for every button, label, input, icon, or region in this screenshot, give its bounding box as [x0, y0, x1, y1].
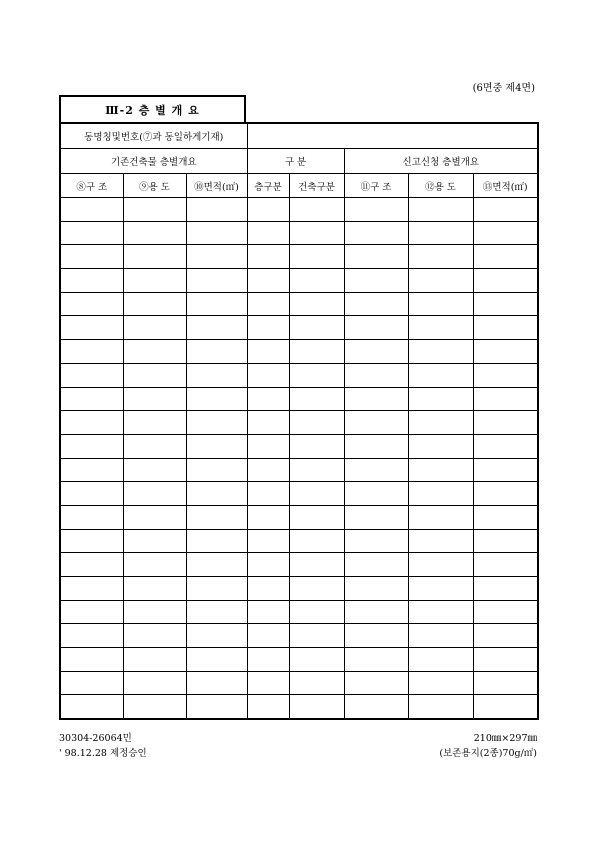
table-cell[interactable] — [344, 411, 408, 435]
table-row — [60, 600, 538, 624]
table-cell[interactable] — [123, 387, 186, 411]
table-cell[interactable] — [344, 363, 408, 387]
table-cell[interactable] — [289, 316, 344, 340]
table-cell[interactable] — [289, 553, 344, 577]
table-cell[interactable] — [473, 316, 538, 340]
table-cell[interactable] — [473, 269, 538, 293]
division-group-header: 구 분 — [247, 149, 344, 174]
table-cell[interactable] — [247, 434, 289, 458]
table-cell[interactable] — [247, 221, 289, 245]
table-cell[interactable] — [344, 434, 408, 458]
table-cell[interactable] — [473, 482, 538, 506]
table-cell[interactable] — [60, 648, 123, 672]
table-cell[interactable] — [289, 292, 344, 316]
table-cell[interactable] — [186, 624, 247, 648]
table-cell[interactable] — [344, 316, 408, 340]
table-cell[interactable] — [186, 482, 247, 506]
table-cell[interactable] — [186, 245, 247, 269]
table-cell[interactable] — [247, 671, 289, 695]
table-cell[interactable] — [289, 340, 344, 364]
table-cell[interactable] — [344, 245, 408, 269]
table-row — [60, 482, 538, 506]
table-cell[interactable] — [186, 648, 247, 672]
table-cell[interactable] — [473, 577, 538, 601]
table-cell[interactable] — [247, 600, 289, 624]
table-cell[interactable] — [186, 387, 247, 411]
table-cell[interactable] — [186, 340, 247, 364]
page-label: (6면중 제4면) — [472, 83, 535, 94]
table-cell[interactable] — [408, 340, 473, 364]
table-cell[interactable] — [60, 624, 123, 648]
table-cell[interactable] — [186, 695, 247, 719]
table-cell[interactable] — [289, 221, 344, 245]
table-cell[interactable] — [123, 245, 186, 269]
table-cell[interactable] — [344, 458, 408, 482]
table-cell[interactable] — [473, 363, 538, 387]
table-cell[interactable] — [473, 529, 538, 553]
table-cell[interactable] — [408, 363, 473, 387]
table-cell[interactable] — [123, 482, 186, 506]
table-cell[interactable] — [289, 671, 344, 695]
table-row — [60, 434, 538, 458]
column-header: ⑪구 조 — [344, 174, 408, 198]
table-cell[interactable] — [344, 340, 408, 364]
paper-size: 210㎜×297㎜ — [473, 733, 537, 744]
table-cell[interactable] — [123, 624, 186, 648]
table-row — [60, 340, 538, 364]
table-cell[interactable] — [186, 269, 247, 293]
table-cell[interactable] — [344, 671, 408, 695]
table-cell[interactable] — [247, 553, 289, 577]
table-cell[interactable] — [186, 600, 247, 624]
table-cell[interactable] — [123, 316, 186, 340]
table-cell[interactable] — [289, 387, 344, 411]
table-cell[interactable] — [473, 221, 538, 245]
table-row — [60, 316, 538, 340]
table-cell[interactable] — [123, 529, 186, 553]
table-cell[interactable] — [247, 648, 289, 672]
table-cell[interactable] — [408, 198, 473, 222]
table-cell[interactable] — [60, 340, 123, 364]
existing-building-group-header: 기존건축물 층별개요 — [60, 149, 247, 174]
table-cell[interactable] — [247, 624, 289, 648]
table-cell[interactable] — [60, 577, 123, 601]
table-cell[interactable] — [473, 648, 538, 672]
table-cell[interactable] — [408, 458, 473, 482]
table-cell[interactable] — [473, 387, 538, 411]
table-cell[interactable] — [473, 198, 538, 222]
table-cell[interactable] — [60, 434, 123, 458]
table-cell[interactable] — [408, 482, 473, 506]
table-cell[interactable] — [60, 221, 123, 245]
table-row — [60, 411, 538, 435]
table-row — [60, 292, 538, 316]
table-cell[interactable] — [60, 695, 123, 719]
table-cell[interactable] — [289, 695, 344, 719]
table-cell[interactable] — [186, 221, 247, 245]
table-cell[interactable] — [473, 245, 538, 269]
table-cell[interactable] — [247, 363, 289, 387]
table-cell[interactable] — [289, 269, 344, 293]
table-cell[interactable] — [289, 363, 344, 387]
column-header: ⑨용 도 — [123, 174, 186, 198]
table-cell[interactable] — [60, 505, 123, 529]
table-cell[interactable] — [289, 458, 344, 482]
table-row — [60, 577, 538, 601]
table-cell[interactable] — [408, 695, 473, 719]
table-cell[interactable] — [60, 600, 123, 624]
table-cell[interactable] — [473, 695, 538, 719]
floor-overview-table — [59, 122, 539, 720]
table-cell[interactable] — [123, 434, 186, 458]
table-cell[interactable] — [344, 387, 408, 411]
table-cell[interactable] — [408, 245, 473, 269]
table-cell[interactable] — [123, 553, 186, 577]
table-cell[interactable] — [123, 458, 186, 482]
table-row — [60, 269, 538, 293]
table-cell[interactable] — [408, 529, 473, 553]
table-cell[interactable] — [344, 624, 408, 648]
table-cell[interactable] — [408, 577, 473, 601]
paper-type: (보존용지(2종)70g/㎡) — [439, 748, 537, 759]
table-cell[interactable] — [344, 695, 408, 719]
table-cell[interactable] — [344, 505, 408, 529]
table-cell[interactable] — [123, 695, 186, 719]
table-cell[interactable] — [60, 363, 123, 387]
table-cell[interactable] — [408, 600, 473, 624]
table-row — [60, 458, 538, 482]
table-cell[interactable] — [60, 387, 123, 411]
table-cell[interactable] — [186, 198, 247, 222]
table-cell[interactable] — [247, 458, 289, 482]
table-cell[interactable] — [473, 340, 538, 364]
table-cell[interactable] — [186, 577, 247, 601]
table-row — [60, 648, 538, 672]
table-cell[interactable] — [289, 600, 344, 624]
table-cell[interactable] — [408, 387, 473, 411]
table-cell[interactable] — [186, 505, 247, 529]
column-header: 건축구분 — [289, 174, 344, 198]
footer-right — [439, 731, 537, 761]
table-cell[interactable] — [60, 292, 123, 316]
table-cell[interactable] — [473, 292, 538, 316]
table-cell[interactable] — [408, 648, 473, 672]
table-cell[interactable] — [186, 411, 247, 435]
table-cell[interactable] — [289, 245, 344, 269]
table-cell[interactable] — [247, 577, 289, 601]
table-row — [60, 695, 538, 719]
table-cell[interactable] — [60, 198, 123, 222]
table-row — [60, 387, 538, 411]
table-cell[interactable] — [123, 411, 186, 435]
table-cell[interactable] — [186, 458, 247, 482]
table-cell[interactable] — [60, 316, 123, 340]
table-cell[interactable] — [247, 529, 289, 553]
table-cell[interactable] — [60, 245, 123, 269]
table-cell[interactable] — [60, 458, 123, 482]
table-cell[interactable] — [247, 411, 289, 435]
table-cell[interactable] — [123, 198, 186, 222]
table-cell[interactable] — [123, 292, 186, 316]
table-cell[interactable] — [344, 553, 408, 577]
table-cell[interactable] — [344, 529, 408, 553]
footer-left — [59, 731, 147, 761]
table-cell[interactable] — [344, 648, 408, 672]
table-cell[interactable] — [60, 482, 123, 506]
table-cell[interactable] — [186, 363, 247, 387]
table-cell[interactable] — [186, 671, 247, 695]
table-cell[interactable] — [408, 624, 473, 648]
table-cell[interactable] — [186, 553, 247, 577]
table-row — [60, 624, 538, 648]
table-cell[interactable] — [289, 648, 344, 672]
table-row — [60, 198, 538, 222]
table-cell[interactable] — [473, 411, 538, 435]
table-cell[interactable] — [473, 600, 538, 624]
table-cell[interactable] — [247, 340, 289, 364]
table-cell[interactable] — [123, 600, 186, 624]
table-cell[interactable] — [344, 198, 408, 222]
table-row — [60, 363, 538, 387]
table-cell[interactable] — [186, 529, 247, 553]
table-cell[interactable] — [473, 458, 538, 482]
building-name-field[interactable] — [247, 123, 538, 149]
table-cell[interactable] — [60, 411, 123, 435]
table-cell[interactable] — [473, 553, 538, 577]
table-cell[interactable] — [289, 434, 344, 458]
table-row — [60, 529, 538, 553]
table-cell[interactable] — [123, 648, 186, 672]
table-row — [60, 221, 538, 245]
table-cell[interactable] — [408, 221, 473, 245]
table-cell[interactable] — [408, 553, 473, 577]
table-cell[interactable] — [123, 269, 186, 293]
report-group-header: 신고신청 층별개요 — [344, 149, 538, 174]
table-cell[interactable] — [123, 363, 186, 387]
table-cell[interactable] — [344, 577, 408, 601]
column-header: ⑬면적(㎡) — [473, 174, 538, 198]
table-cell[interactable] — [408, 411, 473, 435]
table-cell[interactable] — [123, 671, 186, 695]
table-cell[interactable] — [247, 245, 289, 269]
column-header: ⑧구 조 — [60, 174, 123, 198]
table-cell[interactable] — [289, 624, 344, 648]
table-cell[interactable] — [247, 482, 289, 506]
table-cell[interactable] — [344, 600, 408, 624]
table-row — [60, 671, 538, 695]
table-cell[interactable] — [247, 316, 289, 340]
table-cell[interactable] — [344, 482, 408, 506]
building-name-label: 동명칭및번호(⑦과 동일하게기재) — [60, 123, 247, 149]
table-cell[interactable] — [473, 624, 538, 648]
table-cell[interactable] — [408, 434, 473, 458]
table-cell[interactable] — [186, 316, 247, 340]
table-cell[interactable] — [473, 434, 538, 458]
table-row — [60, 553, 538, 577]
table-cell[interactable] — [289, 529, 344, 553]
table-cell[interactable] — [344, 292, 408, 316]
section-title: Ⅲ-2 층 별 개 요 — [59, 95, 246, 122]
table-cell[interactable] — [247, 292, 289, 316]
table-cell[interactable] — [473, 671, 538, 695]
approval-note: ' 98.12.28 제정승인 — [59, 748, 147, 759]
table-cell[interactable] — [247, 387, 289, 411]
table-cell[interactable] — [344, 221, 408, 245]
table-cell[interactable] — [408, 269, 473, 293]
table-cell[interactable] — [60, 671, 123, 695]
table-cell[interactable] — [60, 553, 123, 577]
table-cell[interactable] — [60, 529, 123, 553]
table-cell[interactable] — [186, 434, 247, 458]
table-cell[interactable] — [408, 505, 473, 529]
table-cell[interactable] — [289, 482, 344, 506]
table-cell[interactable] — [247, 695, 289, 719]
table-cell[interactable] — [247, 269, 289, 293]
table-cell[interactable] — [289, 577, 344, 601]
table-cell[interactable] — [408, 316, 473, 340]
table-cell[interactable] — [408, 292, 473, 316]
table-cell[interactable] — [289, 505, 344, 529]
column-header: 층구분 — [247, 174, 289, 198]
table-cell[interactable] — [123, 505, 186, 529]
column-header: ⑫용 도 — [408, 174, 473, 198]
table-cell[interactable] — [247, 505, 289, 529]
table-cell[interactable] — [247, 198, 289, 222]
table-cell[interactable] — [408, 671, 473, 695]
table-cell[interactable] — [344, 269, 408, 293]
table-cell[interactable] — [123, 340, 186, 364]
form-number: 30304-26064민 — [59, 733, 132, 744]
table-cell[interactable] — [473, 505, 538, 529]
table-cell[interactable] — [289, 411, 344, 435]
column-header: ⑩면적(㎡) — [186, 174, 247, 198]
table-cell[interactable] — [289, 198, 344, 222]
table-cell[interactable] — [123, 221, 186, 245]
table-cell[interactable] — [60, 269, 123, 293]
table-row — [60, 245, 538, 269]
table-cell[interactable] — [186, 292, 247, 316]
table-row — [60, 505, 538, 529]
table-cell[interactable] — [123, 577, 186, 601]
